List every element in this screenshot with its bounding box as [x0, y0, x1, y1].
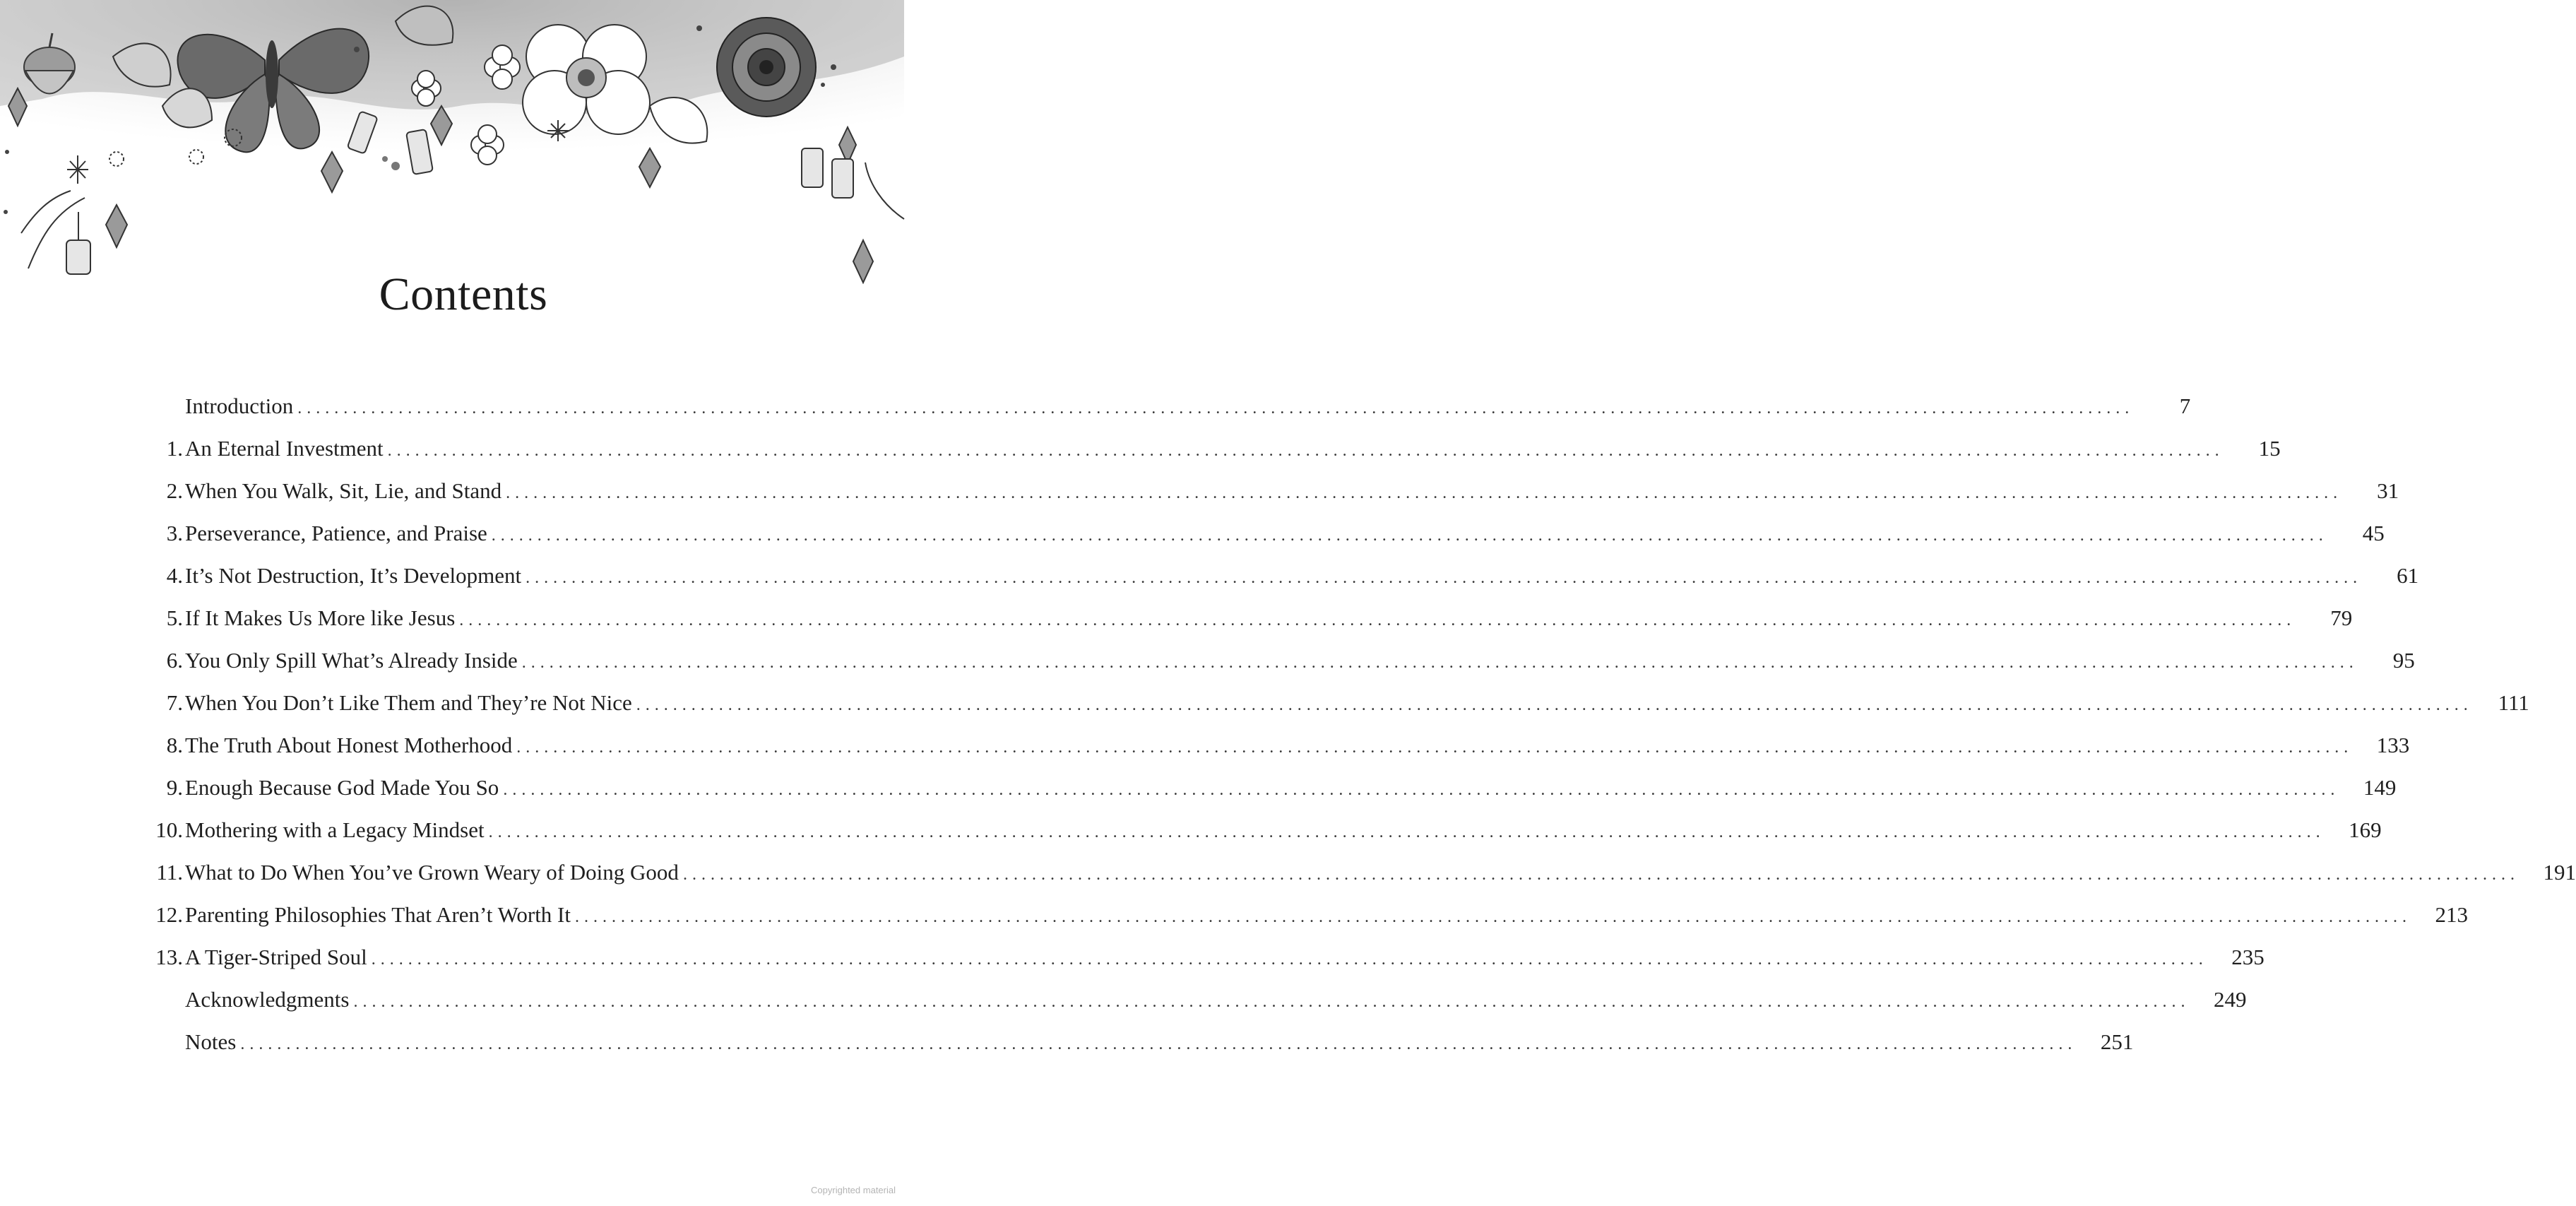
- toc-dot-leader: ........................................................................................................................................................................................................: [503, 781, 2340, 799]
- toc-entry-title: If It Makes Us More like Jesus: [185, 605, 456, 630]
- toc-entry: [141, 724, 2410, 767]
- toc-entry-page-number: 149: [2363, 775, 2397, 800]
- toc-entry-number: 7.: [166, 690, 183, 715]
- floral-border-illustration: [0, 0, 904, 297]
- toc-entry-title: Notes: [185, 1029, 237, 1054]
- toc-entry-title: Parenting Philosophies That Aren’t Worth It: [185, 902, 571, 927]
- toc-entry-page-number: 15: [2258, 436, 2281, 461]
- toc-dot-leader: ........................................................................................................................................................................................................: [353, 993, 2190, 1011]
- toc-entry-page-number: 213: [2435, 902, 2468, 927]
- toc-entry-page-number: 95: [2392, 648, 2415, 673]
- toc-entry-title: Perseverance, Patience, and Praise: [185, 521, 487, 545]
- toc-entry-page-number: 191: [2543, 860, 2576, 885]
- toc-entry-number: 6.: [166, 648, 183, 673]
- toc-entry-number: 4.: [166, 563, 183, 588]
- toc-entry: [141, 512, 2385, 555]
- toc-dot-leader: ........................................................................................................................................................................................................: [297, 399, 2135, 418]
- toc-entry-title: The Truth About Honest Motherhood: [185, 733, 513, 757]
- toc-entry-page-number: 61: [2397, 563, 2419, 588]
- toc-dot-leader: ........................................................................................................................................................................................................: [240, 1035, 2077, 1053]
- toc-entry-page-number: 7: [2179, 394, 2191, 418]
- toc-entry: [141, 767, 2397, 809]
- toc-dot-leader: ........................................................................................................................................................................................................: [516, 738, 2354, 757]
- toc-entry-title: It’s Not Destruction, It’s Development: [185, 563, 522, 588]
- toc-dot-leader: ........................................................................................................................................................................................................: [521, 654, 2358, 672]
- toc-entry: [141, 1021, 2134, 1063]
- toc-entry-title: An Eternal Investment: [185, 436, 384, 461]
- toc-entry-number: 1.: [166, 436, 183, 461]
- toc-entry-number: 13.: [155, 945, 183, 969]
- toc-entry-page-number: 169: [2349, 817, 2382, 842]
- toc-dot-leader: ........................................................................................................................................................................................................: [682, 865, 2519, 884]
- toc-dot-leader: ........................................................................................................................................................................................................: [636, 696, 2473, 714]
- dark-flower-icon: [717, 18, 816, 117]
- toc-entry-title: Introduction: [185, 394, 294, 418]
- toc-entry-page-number: 251: [2100, 1029, 2134, 1054]
- toc-entry: [141, 894, 2468, 936]
- toc-entry: [141, 385, 2191, 427]
- toc-dot-leader: ........................................................................................................................................................................................................: [575, 908, 2411, 926]
- toc-entry: [141, 470, 2399, 512]
- toc-dot-leader: ........................................................................................................................................................................................................: [526, 569, 2363, 587]
- toc-dot-leader: ........................................................................................................................................................................................................: [387, 442, 2224, 460]
- toc-entry-title: Acknowledgments: [185, 987, 350, 1012]
- page-title: Contents: [379, 268, 548, 321]
- toc-entry-title: When You Don’t Like Them and They’re Not Nice: [185, 690, 632, 715]
- toc-dot-leader: ........................................................................................................................................................................................................: [371, 950, 2208, 969]
- toc-entry: [141, 936, 2265, 979]
- toc-entry-number: 12.: [155, 902, 183, 927]
- toc-entry: [141, 427, 2281, 470]
- toc-dot-leader: ........................................................................................................................................................................................................: [491, 526, 2328, 545]
- table-of-contents: [141, 385, 2576, 1063]
- toc-entry-number: 5.: [166, 605, 183, 630]
- toc-entry-title: You Only Spill What’s Already Inside: [185, 648, 518, 673]
- toc-entry-number: 2.: [166, 478, 183, 503]
- toc-entry-page-number: 249: [2213, 987, 2247, 1012]
- toc-entry-page-number: 235: [2231, 945, 2265, 969]
- toc-entry-page-number: 111: [2498, 690, 2529, 715]
- toc-entry-number: 3.: [166, 521, 183, 545]
- toc-entry-page-number: 79: [2330, 605, 2353, 630]
- toc-dot-leader: ........................................................................................................................................................................................................: [488, 823, 2325, 841]
- toc-entry: [141, 597, 2353, 639]
- toc-entry-page-number: 45: [2362, 521, 2385, 545]
- toc-entry-title: A Tiger-Striped Soul: [185, 945, 367, 969]
- toc-entry-title: Mothering with a Legacy Mindset: [185, 817, 485, 842]
- copyright-notice: Copyrighted material: [811, 1185, 896, 1195]
- toc-entry-title: When You Walk, Sit, Lie, and Stand: [185, 478, 502, 503]
- toc-dot-leader: ........................................................................................................................................................................................................: [506, 484, 2343, 502]
- toc-entry-title: What to Do When You’ve Grown Weary of Doing Good: [185, 860, 679, 885]
- toc-entry: [141, 639, 2415, 682]
- toc-entry: [141, 809, 2382, 851]
- toc-entry-number: 11.: [156, 860, 183, 885]
- toc-entry: [141, 979, 2247, 1021]
- toc-entry-number: 8.: [166, 733, 183, 757]
- toc-entry: [141, 851, 2576, 894]
- toc-dot-leader: ........................................................................................................................................................................................................: [459, 611, 2296, 629]
- toc-entry-number: 10.: [155, 817, 183, 842]
- toc-entry-number: 9.: [166, 775, 183, 800]
- toc-entry: [141, 555, 2419, 597]
- toc-entry-title: Enough Because God Made You So: [185, 775, 499, 800]
- toc-entry-page-number: 31: [2377, 478, 2399, 503]
- toc-entry-page-number: 133: [2376, 733, 2410, 757]
- toc-entry: [141, 682, 2529, 724]
